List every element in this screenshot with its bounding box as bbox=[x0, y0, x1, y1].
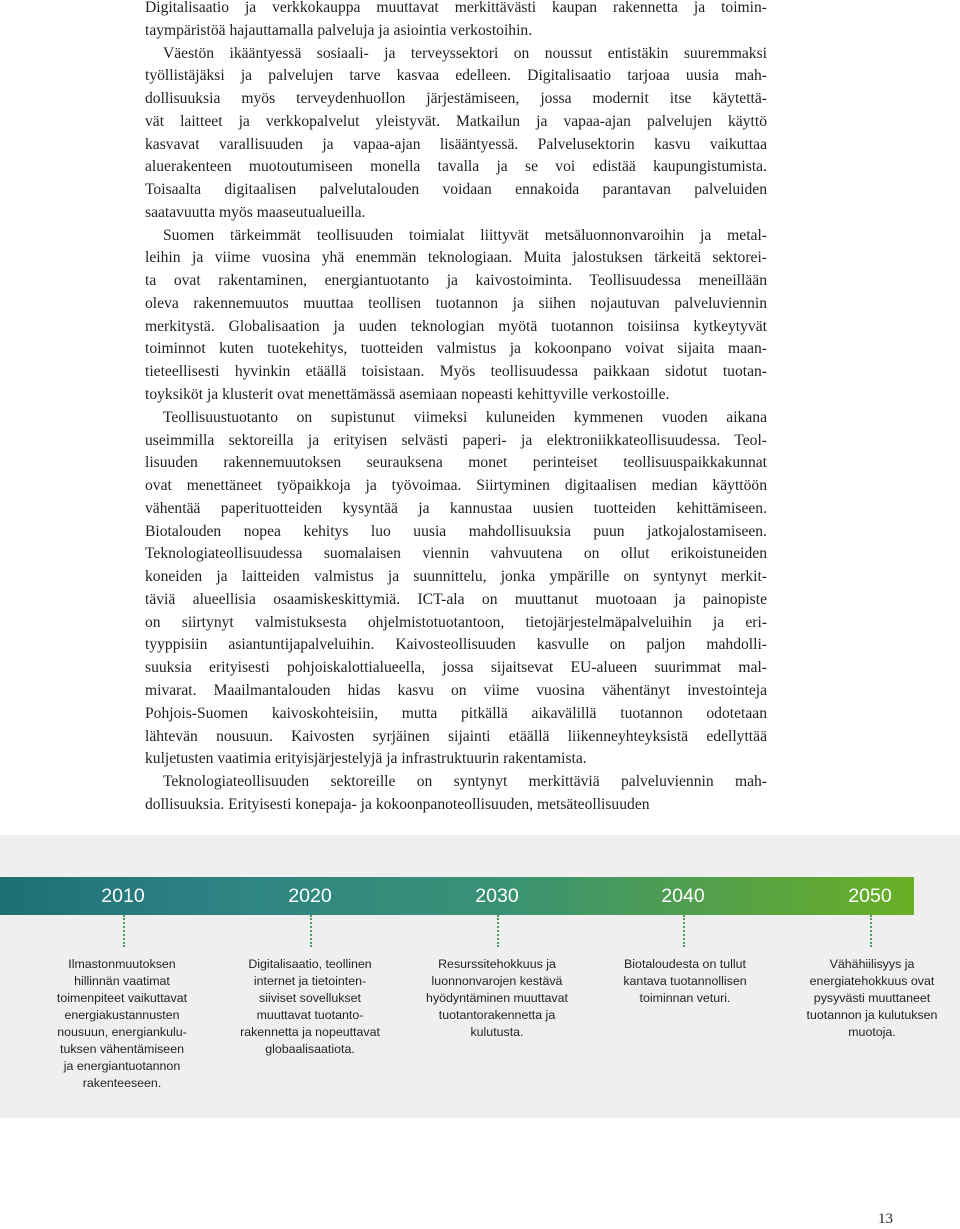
text-line: dollisuuksia myös terveydenhuollon järjestämiseen, jossa modernit itse käytettä- bbox=[145, 90, 767, 108]
description-line: toimenpiteet vaikuttavat bbox=[56, 991, 188, 1005]
timeline-description bbox=[38, 956, 206, 1092]
text-line: Digitalisaatio ja verkkokauppa muuttavat merkittävästi kaupan rakennetta ja toimin- bbox=[145, 0, 767, 16]
timeline-year: 2010 bbox=[101, 885, 145, 907]
description-line: Vähähiilisyys ja bbox=[829, 957, 915, 971]
description-line: siiviset sovellukset bbox=[259, 991, 361, 1005]
timeline-connector bbox=[683, 915, 685, 947]
text-line: toyksiköt ja klusterit ovat menettämässä asemiaan nopeasti kehittyville verkostoille. bbox=[145, 386, 670, 404]
text-line: oleva rakennemuutos muuttaa teollisen tuotannon ja siihen nojautuvan palveluviennin bbox=[145, 294, 767, 312]
text-line: taympäristöä hajauttamalla palveluja ja asiointia verkostoihin. bbox=[145, 21, 533, 39]
text-line: leihin ja viime vuosina yhä enemmän teknologiaan. Muita jalostuksen tärkeitä sektorei- bbox=[145, 249, 767, 267]
description-line: Biotaloudesta on tullut bbox=[624, 957, 746, 971]
text-line: useimmilla sektoreilla ja erityisen selvästi paperi- ja elektroniikkateollisuudessa. Teol- bbox=[145, 431, 767, 449]
page-number: 13 bbox=[878, 1211, 893, 1227]
text-line: mivarat. Maailmantalouden hidas kasvu on viime vuosina vähentänyt investointeja bbox=[145, 681, 767, 699]
description-line: Resurssitehokkuus ja bbox=[438, 957, 556, 971]
timeline-description bbox=[601, 956, 769, 1007]
description-line: energiatehokkuus ovat bbox=[809, 974, 935, 988]
text-line: Biotalouden nopea kehitys luo uusia mahdollisuuksia puun jatkojalostamiseen. bbox=[145, 522, 767, 540]
timeline-connector bbox=[497, 915, 499, 947]
text-line: täviä alueellisia osaamiskeskittymiä. ICT-ala on muuttanut muotoaan ja painopiste bbox=[145, 590, 767, 608]
description-line: energiakustannusten bbox=[64, 1008, 180, 1022]
text-line: on siirtynyt valmistuksesta ohjelmistotuotantoon, tietojärjestelmäpalveluihin ja eri- bbox=[145, 613, 767, 631]
text-line: suuksia erityisesti pohjoiskalottialueella, jossa sijaitsevat EU-alueen suurimmat mal- bbox=[145, 659, 767, 677]
text-line: merkitystä. Globalisaation ja uuden teknologian myötä tuotannon toisiinsa kytkeytyvät bbox=[145, 317, 767, 335]
timeline-connector bbox=[870, 915, 872, 947]
description-line: toiminnan veturi. bbox=[639, 991, 731, 1005]
timeline-year: 2040 bbox=[661, 885, 705, 907]
description-line: hyödyntäminen muuttavat bbox=[426, 991, 568, 1005]
description-line: nousuun, energiankulu- bbox=[57, 1025, 187, 1039]
text-line: vät laitteet ja verkkopalvelut yleistyvät. Matkailun ja vapaa-ajan palvelujen käyttö bbox=[145, 112, 767, 130]
text-line: Teollisuustuotanto on supistunut viimeksi kuluneiden kymmenen vuoden aikana bbox=[163, 408, 767, 426]
description-line: Digitalisaatio, teollinen bbox=[248, 957, 372, 971]
text-line: vähentää paperituotteiden kysyntää ja kannustaa uusien tuotteiden kehittämiseen. bbox=[145, 499, 767, 517]
text-line: lisuuden rakennemuutoksen seurauksena monet perinteiset teollisuuspaikkakunnat bbox=[145, 454, 767, 472]
description-line: Ilmastonmuutoksen bbox=[68, 957, 176, 971]
timeline-year: 2020 bbox=[288, 885, 332, 907]
text-line: Toisaalta digitaalisen palvelutalouden voidaan ennakoida parantavan palveluiden bbox=[145, 181, 767, 199]
timeline-connector bbox=[123, 915, 125, 947]
text-line: Teknologiateollisuudessa suomalaisen viennin vahvuutena on ollut erikoistuneiden bbox=[145, 545, 767, 563]
text-line: aluerakenteen muotoutumiseen monella tavalla ja se voi edistää kaupungistumista. bbox=[145, 158, 767, 176]
text-line: toiminnot kuten tuotekehitys, tuotteiden valmistus ja kokoonpano voivat sijaita maan- bbox=[145, 340, 767, 358]
text-line: tyyppisiin asiantuntijapalveluihin. Kaivosteollisuuden kasvulle on paljon mahdolli- bbox=[145, 636, 767, 654]
timeline-description bbox=[413, 956, 581, 1041]
description-line: kantava tuotannollisen bbox=[623, 974, 747, 988]
description-line: globaalisaatiota. bbox=[265, 1042, 355, 1056]
description-line: rakenteeseen. bbox=[82, 1076, 162, 1090]
text-line: työllistäjäksi ja palvelujen tarve kasvaa edelleen. Digitalisaatio tarjoaa uusia mah- bbox=[145, 67, 767, 85]
timeline-description bbox=[226, 956, 394, 1058]
timeline-description bbox=[788, 956, 956, 1041]
text-line: ta ovat rakentaminen, energiantuotanto ja kaivostoiminta. Teollisuudessa meneillään bbox=[145, 272, 767, 290]
description-line: ja energiantuotannon bbox=[63, 1059, 181, 1073]
text-line: kuljetusten vaatimia erityisjärjestelyjä ja infrastruktuurin rakentamista. bbox=[145, 750, 587, 768]
description-line: luonnonvarojen kestävä bbox=[431, 974, 563, 988]
text-line: Väestön ikääntyessä sosiaali- ja terveyssektori on noussut entistäkin suuremmaksi bbox=[163, 44, 767, 62]
description-line: tuotantorakennetta ja bbox=[438, 1008, 556, 1022]
description-line: kulutusta. bbox=[470, 1025, 524, 1039]
description-line: tuotannon ja kulutuksen bbox=[806, 1008, 938, 1022]
timeline-panel bbox=[0, 835, 960, 1118]
text-line: tieteellisesti hyvinkin etäällä toisistaan. Myös teollisuudessa paikkaan sidotut tuotan- bbox=[145, 363, 767, 381]
timeline-year: 2050 bbox=[848, 885, 892, 907]
description-line: internet ja tietointen- bbox=[253, 974, 367, 988]
text-line: ovat menettäneet työpaikkoja ja työvoimaa. Siirtyminen digitaalisen median käyttöön bbox=[145, 477, 767, 495]
text-line: dollisuuksia. Erityisesti konepaja- ja kokoonpanoteollisuuden, metsäteollisuuden bbox=[145, 795, 650, 813]
description-line: pysyvästi muuttaneet bbox=[813, 991, 931, 1005]
timeline-connector bbox=[310, 915, 312, 947]
description-line: muuttavat tuotanto- bbox=[256, 1008, 364, 1022]
text-line: kasvavat varallisuuden ja vapaa-ajan lisääntyessä. Palvelusektorin kasvu vaikuttaa bbox=[145, 135, 767, 153]
text-line: koneiden ja laitteiden valmistus ja suunnittelu, jonka ympärille on syntynyt merkit- bbox=[145, 568, 767, 586]
timeline-year: 2030 bbox=[475, 885, 519, 907]
text-line: Suomen tärkeimmät teollisuuden toimialat liittyvät metsäluonnonvaroihin ja metal- bbox=[163, 226, 767, 244]
text-line: lähtevän nousuun. Kaivosten syrjäinen sijainti etäällä liikenneyhteyksistä edellyttää bbox=[145, 727, 767, 745]
text-line: Pohjois-Suomen kaivoskohteisiin, mutta pitkällä aikavälillä tuotannon odotetaan bbox=[145, 704, 767, 722]
description-line: hillinnän vaatimat bbox=[74, 974, 170, 988]
description-line: muotoja. bbox=[848, 1025, 896, 1039]
text-line: saatavuutta myös maaseutualueilla. bbox=[145, 203, 366, 221]
text-line: Teknologiateollisuuden sektoreille on syntynyt merkittäviä palveluviennin mah- bbox=[163, 773, 767, 791]
description-line: tuksen vähentämiseen bbox=[60, 1042, 184, 1056]
body-text bbox=[145, 0, 767, 817]
description-line: rakennetta ja nopeuttavat bbox=[240, 1025, 380, 1039]
